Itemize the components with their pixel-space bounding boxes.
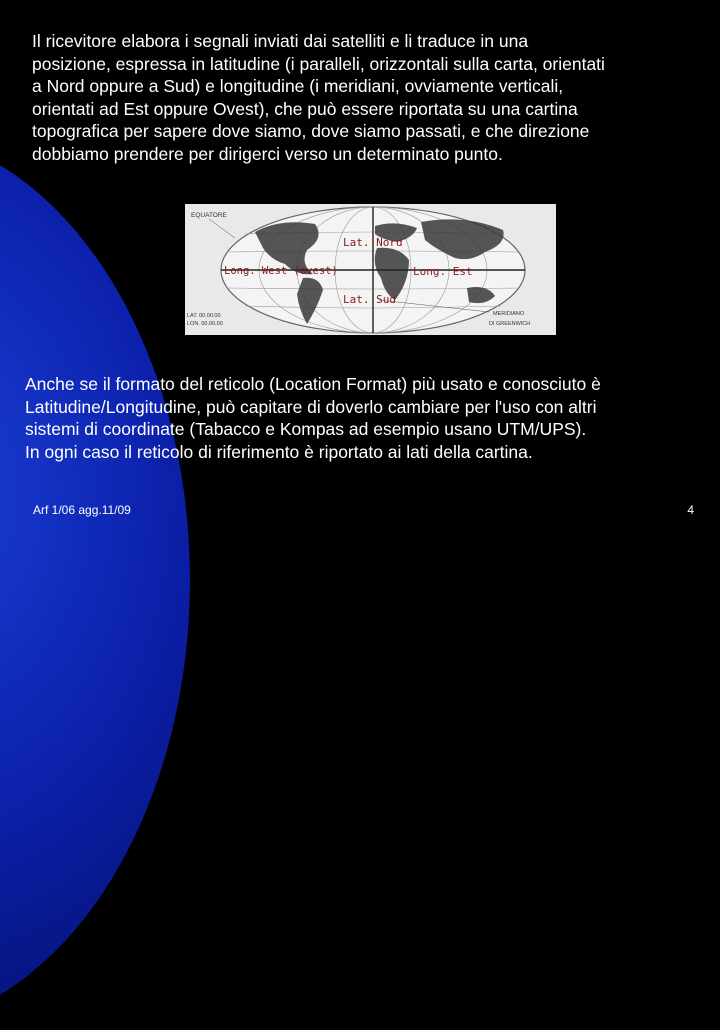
background-arc [0, 130, 190, 1030]
long-west-label: Long. West (ovest) [224, 265, 338, 277]
lat-south-label: Lat. Sud [343, 293, 396, 306]
world-map-figure [185, 204, 556, 335]
page-number: 4 [687, 503, 694, 517]
world-map-graphic [185, 204, 556, 335]
equator-label: EQUATORE [191, 212, 227, 219]
intro-line: orientati ad Est oppure Ovest), che può essere riportata su una cartina [32, 98, 578, 119]
intro-line: dobbiamo prendere per dirigerci verso un determinato punto. [32, 143, 503, 164]
format-line: sistemi di coordinate (Tabacco e Kompas ad esempio usano UTM/UPS). [25, 419, 587, 439]
format-line: In ogni caso il reticolo di riferimento è riportato ai lati della cartina. [25, 441, 533, 462]
format-paragraph [25, 373, 705, 463]
intro-line: topografica per sapere dove siamo, dove siamo passati, e che direzione [32, 121, 590, 141]
meridian-label-2: DI GREENWICH [489, 321, 531, 327]
lat-north-label: Lat. Nord [343, 236, 403, 249]
lon-readout: LON. 00.00.00 [187, 321, 223, 327]
format-line: Latitudine/Longitudine, può capitare di doverlo cambiare per l'uso con altri [25, 396, 597, 417]
intro-paragraph [32, 30, 702, 165]
long-east-label: Long. Est [413, 265, 473, 278]
meridian-label-1: MERIDIANO [493, 311, 525, 317]
lat-readout: LAT. 00.00.00 [187, 313, 221, 319]
format-line: Anche se il formato del reticolo (Location Format) più usato e conosciuto è [25, 374, 601, 394]
intro-line: posizione, espressa in latitudine (i paralleli, orizzontali sulla carta, orientati [32, 53, 605, 74]
intro-line: a Nord oppure a Sud) e longitudine (i meridiani, ovviamente verticali, [32, 76, 564, 96]
footer-credit: Arf 1/06 agg.11/09 [33, 503, 131, 517]
intro-line: Il ricevitore elabora i segnali inviati dai satelliti e li traduce in una [32, 31, 529, 51]
